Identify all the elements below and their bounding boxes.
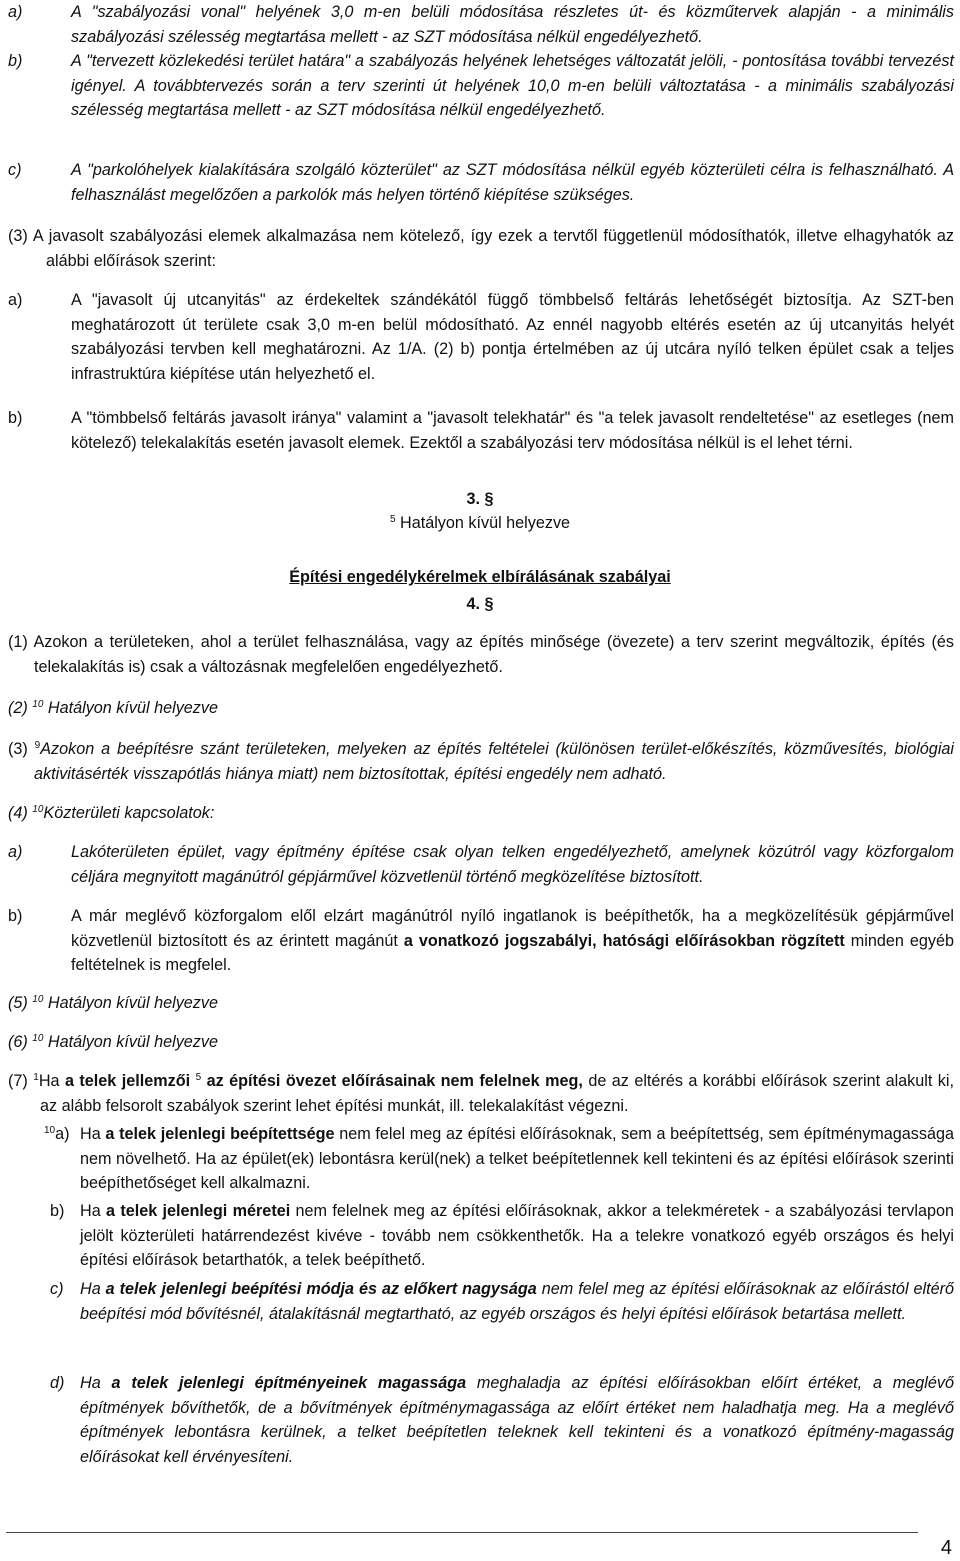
item-text-continued: Az SZT-ben meghatározott út területe csak 3,0 m-en belül módosítható. Az ennél nagyobb eltérés esetén az új utcanyitás helyét szabályozási tervben kell meghatározni. Az 1/A. (2) b) pontja értelmében az új utcára nyíló telken épület csak a teljes infrastruktúra kiépítése után helyezhető el.	[71, 291, 954, 383]
item-label: b)	[8, 52, 23, 70]
s4-para-2	[8, 696, 954, 721]
s4-para-7c	[50, 1277, 954, 1326]
item-text-bold: a telek jelenlegi építményeinek magassága	[111, 1374, 467, 1392]
item-text-end: nem felel meg az építési előírásoknak, sem a beépítettség, sem építménymagassága nem növelhető. Ha az épület(ek) lebontásra kerül(nek) a telket beépítetlennek kell tekinteni és az építési előírások szerinti beépíthetőséget kell alkalmazni.	[80, 1125, 954, 1192]
item-text-end: minden egyéb feltételnek is megfelel.	[71, 931, 954, 974]
item-text-bold: a telek jelenlegi méretei	[106, 1202, 291, 1220]
s4-para-7a	[44, 1122, 954, 1196]
item-text-continued: A továbbtervezés során a terv szerinti út helyének 10,0 m-en belüli változtatása - a minimális szabályozási szélesség megtartása mellett - az SZT módosítása nélkül engedélyezhető.	[71, 76, 954, 119]
s4-para-4	[8, 801, 954, 826]
item-text-end: meghaladja az építési előírásokban előírt értéket, a meglévő építmények bővíthetők, de a bővítmények építménymagassága az előírt értéket nem haladhatja meg. Ha a meglévő építmények lebontásra kerülnek, a telket beépítetlen teleknek kell tekinteni és a vonatkozó építmény-magasság előírásokat kell érvényesíteni.	[80, 1374, 954, 1466]
item-text-continued: A felhasználást megelőzően a parkolók más helyen történő kiépítése szükséges.	[71, 161, 954, 204]
item-text: A "parkolóhelyek kialakítására szolgáló közterület" az SZT módosítása nélkül egyéb közterületi célra is felhasználható.	[71, 161, 938, 179]
para-text-end: de az eltérés a korábbi előírások szerint alakult ki, az alább felsorolt szabályok szerint lehet építési munkát, ill. telekalakítást végezni.	[40, 1072, 954, 1115]
para-label: (4)	[8, 804, 28, 822]
para-3b	[8, 406, 954, 455]
item-text: A "tömbbelső feltárás javasolt iránya" valamint a "javasolt telekhatár" és "a telek javasolt rendeltetése" az esetleges (nem kötelező) telekalakítás esetén javasolt elemek. Ezektől a szabályozási terv módosítása nélkül is el lehet térni.	[71, 409, 954, 452]
para-3a	[8, 288, 954, 386]
item-text-bold: a vonatkozó jogszabályi, hatósági előírásokban rögzített	[403, 931, 845, 950]
item-text: A "tervezett közlekedési terület határa" a szabályozás helyének lehetséges változatát jelöli, - pontosítása további tervezést igényel.	[71, 52, 954, 95]
s4-para-7b	[50, 1199, 954, 1273]
item-text: Lakóterületen épület, vagy építmény építése csak olyan telken engedélyezhető, amelynek közútról vagy közforgalom céljára megnyitott magánútról gépjárművel közvetlenül történő megközelítése biztosított.	[71, 843, 954, 886]
footnote-ref: 10	[32, 804, 44, 815]
item-text-bold: a telek jelenlegi beépítettsége	[105, 1125, 335, 1143]
section-3-title: 3. §	[466, 490, 494, 508]
para-text: (1) Azokon a területeken, ahol a terület felhasználása, vagy az építés minősége (övezete) a terv szerint megváltozik, építés (és telekalakítás is) csak a változásnak megfelelően engedélyezhető.	[8, 633, 954, 676]
para-2b	[8, 49, 954, 123]
section-4-title: 4. §	[466, 595, 494, 613]
item-text: Ha	[80, 1374, 112, 1392]
para-text: Közterületi kapcsolatok:	[43, 804, 215, 822]
footer-rule	[6, 1532, 918, 1533]
s4-para-3	[8, 737, 954, 786]
item-label: a)	[8, 291, 23, 309]
s4-para-4a	[8, 840, 954, 889]
para-label: (6)	[8, 1033, 28, 1051]
para-text: Ha	[38, 1072, 65, 1090]
s4-para-1	[8, 630, 954, 679]
footnote-ref: 9	[34, 740, 41, 751]
para-text: Hatályon kívül helyezve	[47, 994, 218, 1012]
item-text-end: nem felel meg az építési előírásoknak az előírástól eltérő beépítési mód bővítésnél, átalakításnál megtartható, az egyéb országos és helyi építési előírások betartása mellett.	[80, 1280, 954, 1323]
item-label: c)	[50, 1280, 64, 1298]
para-2c	[8, 158, 954, 207]
item-label: b)	[50, 1202, 65, 1220]
s4-para-5	[8, 991, 954, 1016]
page-number: 4	[940, 1537, 952, 1559]
item-text-end: nem felelnek meg az építési előírásoknak, akkor a telekméretek - a szabályozási tervlapon jelölt közterületi határrendezést kivéve - tovább nem csökkenthetők. Ha a telekre vonatkozó egyéb országos és helyi építési előírások betarthatók, a telek beépíthető.	[80, 1202, 954, 1269]
footnote-ref: 10	[32, 699, 44, 710]
para-text: Hatályon kívül helyezve	[47, 1033, 218, 1051]
item-text: A "javasolt új utcanyitás" az érdekeltek szándékától függő tömbbelső feltárás lehetőségét biztosítja.	[71, 291, 852, 309]
item-text-bold: a telek jelenlegi beépítési módja és az előkert nagysága	[105, 1280, 537, 1298]
section-3-note	[0, 511, 960, 536]
item-text: Ha	[80, 1280, 106, 1298]
footnote-ref: 5	[389, 514, 396, 525]
item-label: a)	[55, 1125, 70, 1143]
item-label: d)	[50, 1374, 65, 1392]
s4-para-7	[8, 1069, 954, 1118]
note-text: Hatályon kívül helyezve	[400, 514, 571, 532]
item-label: b)	[8, 409, 23, 427]
item-text: Ha	[80, 1202, 107, 1220]
para-text: Hatályon kívül helyezve	[47, 699, 218, 717]
para-text-bold-2: az építési övezet előírásainak nem felelnek meg,	[201, 1072, 583, 1090]
item-label: c)	[8, 161, 22, 179]
footnote-ref: 1	[33, 1072, 39, 1083]
s4-para-7d	[50, 1371, 954, 1469]
item-text: Ha	[80, 1125, 106, 1143]
para-3	[8, 224, 954, 273]
para-text: (3) A javasolt szabályozási elemek alkalmazása nem kötelező, így ezek a tervtől függetlenül módosíthatók, illetve elhagyhatók az alábbi előírások szerint:	[8, 227, 954, 270]
footnote-ref: 10	[44, 1125, 56, 1136]
item-label: a)	[8, 843, 23, 861]
s4-para-6	[8, 1030, 954, 1055]
item-label: a)	[8, 3, 23, 21]
item-text: A "szabályozási vonal" helyének 3,0 m-en belüli módosítása részletes út- és közműtervek alapján - a minimális szabályozási szélesség megtartása mellett - az SZT módosítása nélkül engedélyezhető.	[71, 3, 954, 46]
para-label: (2)	[8, 699, 28, 717]
para-text-bold: a telek jellemzői	[64, 1072, 191, 1090]
footnote-ref: 10	[32, 994, 44, 1005]
para-label: (3)	[8, 740, 28, 758]
item-label: b)	[8, 907, 23, 925]
footnote-ref-2: 5	[195, 1072, 202, 1083]
para-label: (7)	[8, 1072, 28, 1090]
section-4-heading: Építési engedélykérelmek elbírálásának szabályai	[289, 568, 671, 586]
para-2a	[8, 0, 954, 49]
s4-para-4b	[8, 904, 954, 978]
para-label: (5)	[8, 994, 28, 1012]
para-text: Azokon a beépítésre szánt területeken, melyeken az építés feltételei (különösen terület-előkészítés, közművesítés, biológiai aktivitásérték visszapótlás hiánya miatt) nem biztosítottak, építési engedély nem adható.	[34, 740, 955, 783]
item-text: A már meglévő közforgalom elől elzárt magánútról nyíló ingatlanok is beépíthetők, ha a megközelítésük gépjárművel közvetlenül biztosított és az érintett magánút	[71, 907, 954, 950]
footnote-ref: 10	[32, 1033, 44, 1044]
